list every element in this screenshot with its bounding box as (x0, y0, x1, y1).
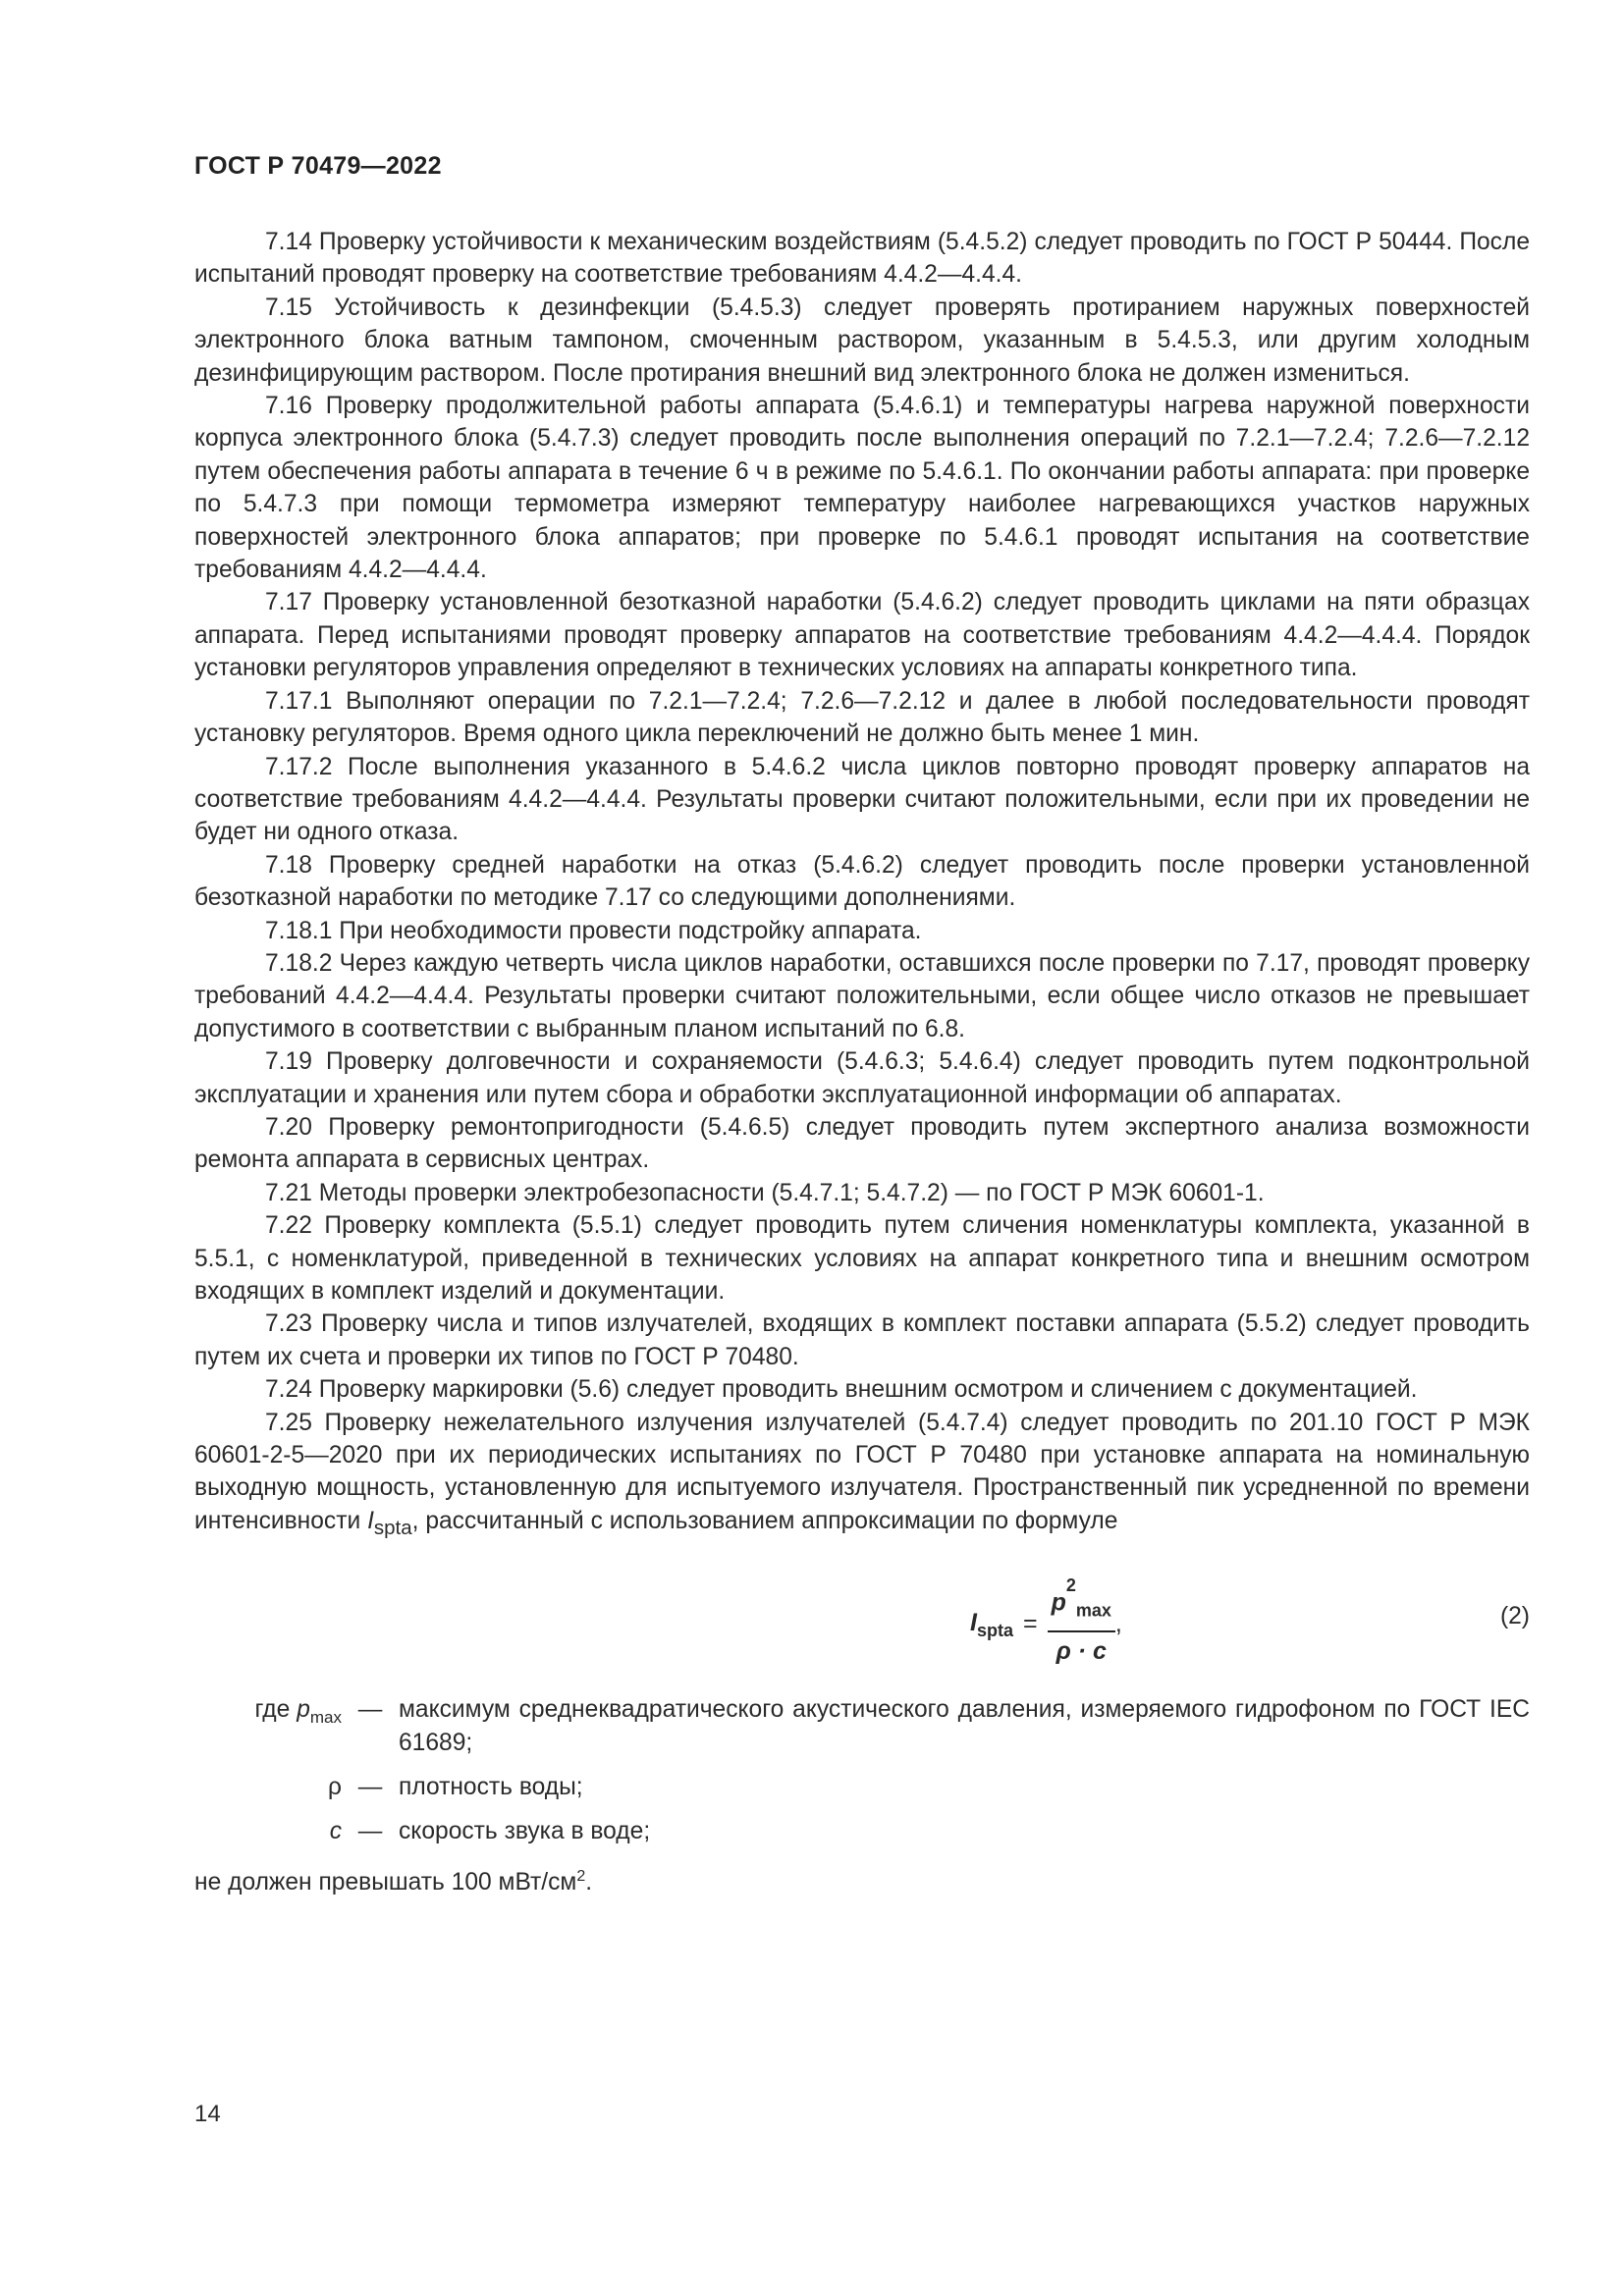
where-clause (194, 1693, 1530, 1848)
paragraph: 7.23 Проверку числа и типов излучателей, входящих в комплект поставки аппарата (5.5.2) следует проводить путем их счета и проверки их типов по ГОСТ Р 70480. (194, 1310, 1530, 1370)
paragraph: 7.19 Проверку долговечности и сохраняемости (5.4.6.3; 5.4.6.4) следует проводить путем подконтрольной эксплуатации и хранения или путем сбора и обработки эксплуатационной информации об аппаратах. (194, 1048, 1530, 1108)
closing-line (194, 1860, 1530, 1899)
formula-number: (2) (1499, 1603, 1530, 1630)
paragraph: 7.22 Проверку комплекта (5.5.1) следует проводить путем сличения номенклатуры комплекта, указанной в 5.5.1, с номенклатурой, приведенной в технических условиях на аппарат конкретного типа и внешним осмотром входящих в комплект изделий и документации. (194, 1212, 1530, 1305)
where-symbol-subscript: max (309, 1708, 342, 1728)
formula-fraction (1048, 1575, 1115, 1668)
paragraph: 7.16 Проверку продолжительной работы аппарата (5.4.6.1) и температуры нагрева наружной поверхности корпуса электронного блока (5.4.7.3) следует проводить после выполнения операций по 7.2.1—7.2.4; 7.2.6—7.2.12 путем обеспечения работы аппарата в течение 6 ч в режиме по 5.4.6.1. По окончании работы аппарата: при проверке по 5.4.7.3 при помощи термометра измеряют температуру наиболее нагревающихся участков наружных поверхностей электронного блока аппаратов; при проверке по 5.4.6.1 проводят испытания на соответствие требованиям 4.4.2—4.4.4. (194, 393, 1530, 584)
where-dash: — (357, 1818, 383, 1845)
paragraph: 7.21 Методы проверки электробезопасности (5.4.7.1; 5.4.7.2) — по ГОСТ Р МЭК 60601-1. (265, 1179, 1265, 1206)
where-symbol-letter: p (297, 1696, 310, 1724)
paragraph: 7.17.1 Выполняют операции по 7.2.1—7.2.4; 7.2.6—7.2.12 и далее в любой последовательности проводят установку регуляторов. Время одного цикла переключений не должно быть менее 1 мин. (194, 687, 1530, 748)
page-header-title: ГОСТ Р 70479—2022 (194, 152, 442, 180)
intensity-subscript: spta (373, 1516, 412, 1539)
where-dash: — (357, 1696, 383, 1724)
closing-exponent: 2 (576, 1867, 586, 1885)
paragraph-7-25-tail: , рассчитанный с использованием аппроксимации по формуле (411, 1507, 1118, 1534)
paragraph: 7.17.2 После выполнения указанного в 5.4.6.2 числа циклов повторно проводят проверку аппаратов на соответствие требованиям 4.4.2—4.4.4. Результаты проверки считают положительными, если при их проведении не будет ни одного отказа. (194, 753, 1530, 846)
where-item (194, 1771, 1530, 1803)
closing-text: не должен превышать 100 мВт/см (194, 1868, 577, 1896)
where-item (194, 1815, 1530, 1847)
formula-trailing-comma: , (1114, 1609, 1122, 1637)
where-dash: — (357, 1773, 383, 1800)
paragraph: 7.17 Проверку установленной безотказной наработки (5.4.6.2) следует проводить циклами на пяти образцах аппарата. Перед испытаниями проводят проверку аппаратов на соответствие требованиям 4.4.2—4.4.4. Порядок установки регуляторов управления определяют в технических условиях на аппараты конкретного типа. (194, 589, 1530, 682)
closing-end: . (585, 1868, 593, 1896)
paragraph: 7.20 Проверку ремонтопригодности (5.4.6.5) следует проводить путем экспертного анализа возможности ремонта аппарата в сервисных центрах. (194, 1113, 1530, 1174)
where-definition: скорость звука в воде; (399, 1818, 651, 1845)
paragraph: 7.18.2 Через каждую четверть числа циклов наработки, оставшихся после проверки по 7.17, проводят проверку требований 4.4.2—4.4.4. Результаты проверки считают положительными, если общее число отказов не превышает допустимого в соответствии с выбранным планом испытаний по 6.8. (194, 949, 1530, 1042)
where-lead: где (254, 1696, 291, 1724)
paragraph: 7.18 Проверку средней наработки на отказ (5.4.6.2) следует проводить после проверки установленной безотказной наработки по методике 7.17 со следующими дополнениями. (194, 851, 1530, 912)
formula-expression (970, 1575, 1122, 1668)
where-symbol: ρ (328, 1773, 342, 1800)
paragraph-7-25-text: 7.25 Проверку нежелательного излучения излучателей (5.4.7.4) следует проводить по 201.10 ГОСТ Р МЭК 60601-2-5—2020 при их периодических испытаниях по ГОСТ Р 70480 при установке аппарата на номинальную выходную мощность, установленную для испытуемого излучателя. Пространственный пик усредненной по времени интенсивности (194, 1409, 1530, 1534)
formula-lhs-symbol: I (970, 1608, 977, 1636)
page-number: 14 (194, 2101, 221, 2127)
formula-numerator-subscript: max (1075, 1600, 1111, 1621)
intensity-symbol: I (367, 1507, 374, 1534)
paragraph: 7.14 Проверку устойчивости к механическим воздействиям (5.4.5.2) следует проводить по ГОСТ Р 50444. После испытаний проводят проверку на соответствие требованиям 4.4.2—4.4.4. (194, 229, 1530, 289)
formula-numerator-exponent: 2 (1065, 1575, 1076, 1596)
body-text (194, 226, 1530, 1898)
formula-denominator: ρ · c (1056, 1636, 1107, 1665)
where-definition: максимум среднеквадратического акустического давления, измеряемого гидрофоном по ГОСТ IEC 61689; (399, 1696, 1530, 1756)
formula-numerator (1048, 1575, 1115, 1630)
where-symbol (194, 1693, 342, 1759)
formula-numerator-symbol: p (1051, 1588, 1066, 1617)
where-item (194, 1693, 1530, 1759)
paragraph-7-25 (194, 1407, 1530, 1545)
where-symbol (194, 1815, 342, 1847)
where-symbol-letter: c (329, 1818, 342, 1845)
paragraph: 7.15 Устойчивость к дезинфекции (5.4.5.3) следует проверять протиранием наружных поверхностей электронного блока ватным тампоном, смоченным раствором, указанным в 5.4.5.3, или другим холодным дезинфицирующим раствором. После протирания внешний вид электронного блока не должен измениться. (194, 294, 1530, 387)
where-definition: плотность воды; (399, 1773, 583, 1800)
formula-2 (194, 1568, 1530, 1676)
formula-lhs (970, 1607, 1013, 1641)
paragraph: 7.18.1 При необходимости провести подстройку аппарата. (265, 917, 922, 944)
paragraph: 7.24 Проверку маркировки (5.6) следует проводить внешним осмотром и сличением с документацией. (265, 1376, 1418, 1404)
formula-equals: = (1022, 1609, 1038, 1637)
formula-lhs-subscript: spta (976, 1620, 1013, 1640)
